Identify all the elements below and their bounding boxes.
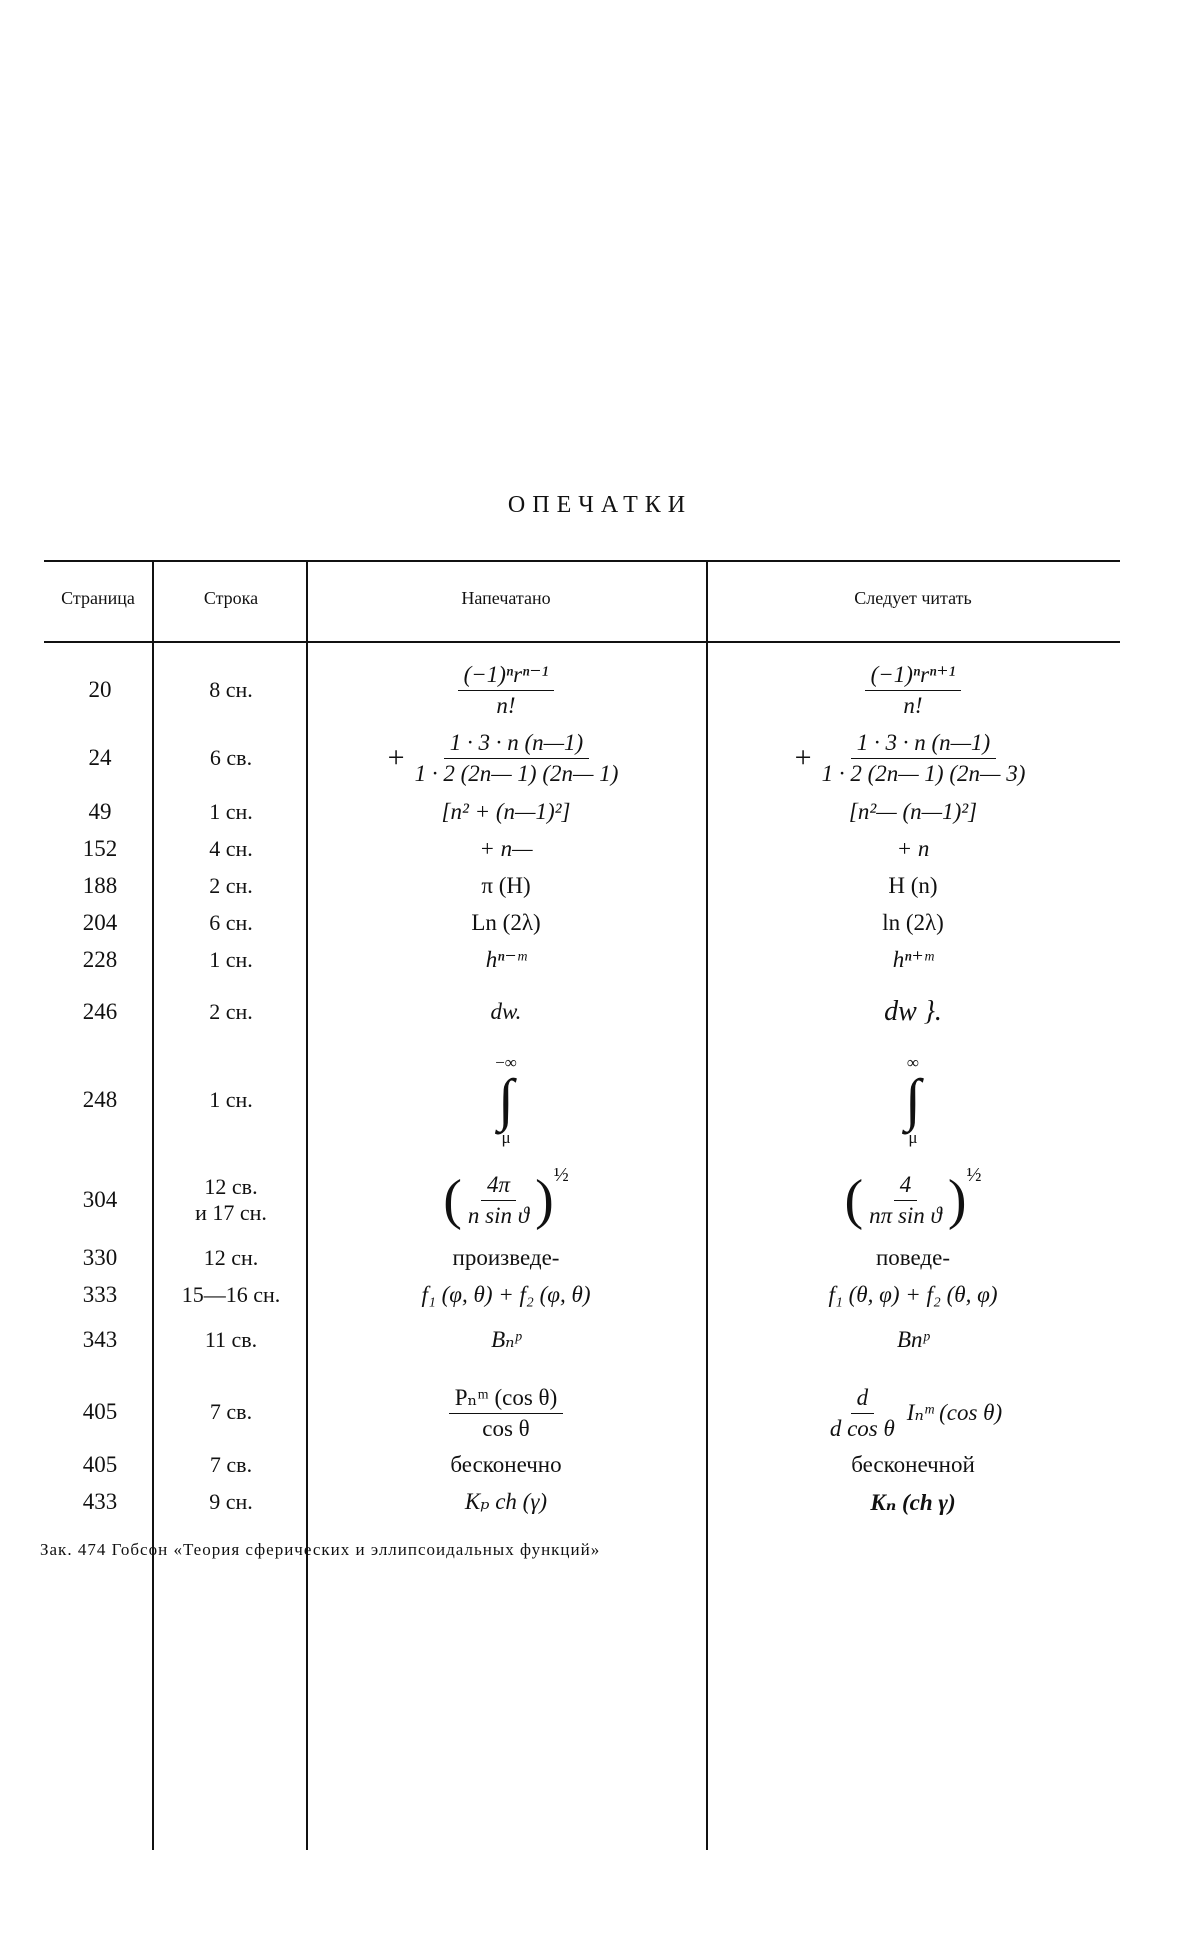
row-line-first: 12 св. — [204, 1173, 258, 1199]
fraction — [816, 730, 1032, 787]
row-printed: Ln (2λ) — [471, 910, 541, 935]
integral-upper-limit: ∞ — [906, 1053, 920, 1072]
row-should-read: hⁿ⁺ᵐ — [892, 947, 934, 972]
row-printed — [306, 660, 706, 720]
integral — [905, 1054, 921, 1146]
row-page: 330 — [82, 1245, 118, 1270]
row-should-read: ln (2λ) — [882, 910, 944, 935]
denominator: d cos θ — [829, 1415, 895, 1441]
row-page: 333 — [82, 1282, 118, 1307]
numerator: d — [851, 1385, 875, 1414]
fraction — [458, 662, 555, 719]
numerator: 1 · 3 · n (n—1) — [851, 730, 997, 759]
row-should-read — [706, 1048, 1120, 1152]
row-printed — [306, 1380, 706, 1446]
fraction — [863, 1172, 948, 1229]
row-line: 15—16 сн. — [181, 1282, 281, 1307]
right-paren-icon: ) — [947, 1169, 967, 1231]
row-line-second: и 17 сн. — [195, 1200, 267, 1225]
row-line: 2 сн. — [209, 999, 253, 1024]
denominator: nπ sin ϑ — [869, 1202, 942, 1228]
row-line: 1 сн. — [209, 1087, 253, 1112]
row-line — [156, 1170, 306, 1230]
row-printed: dw. — [490, 999, 522, 1024]
row-printed: бесконечно — [450, 1452, 562, 1477]
fraction — [409, 730, 625, 787]
integral-lower-limit: μ — [501, 1128, 511, 1147]
row-line: 1 сн. — [209, 799, 253, 824]
exponent: ½ — [966, 1164, 982, 1186]
row-should-read: H (n) — [888, 873, 938, 898]
row-line: 9 сн. — [209, 1489, 253, 1514]
exponent: ½ — [553, 1164, 569, 1186]
row-line: 12 сн. — [203, 1245, 259, 1270]
integral-sign: ∫ — [905, 1067, 921, 1132]
footer-note: Зак. 474 Гобсон «Теория сферических и эллипсоидальных функций» — [40, 1540, 601, 1559]
row-printed: π (H) — [481, 873, 531, 898]
numerator: 1 · 3 · n (n—1) — [444, 730, 590, 759]
header-should-read: Следует читать — [854, 588, 972, 608]
numerator: 4 — [894, 1172, 918, 1201]
table-top-rule — [44, 560, 1120, 562]
row-should-read: + n — [896, 836, 930, 861]
left-paren-icon: ( — [844, 1169, 864, 1231]
header-line: Строка — [203, 588, 259, 608]
row-printed — [306, 1160, 706, 1240]
row-page: 49 — [88, 799, 112, 824]
row-should-read: бесконечной — [851, 1452, 975, 1477]
row-line: 2 сн. — [209, 873, 253, 898]
row-page: 246 — [82, 999, 118, 1024]
row-line: 7 св. — [209, 1399, 253, 1424]
row-printed: hⁿ⁻ᵐ — [485, 947, 527, 972]
row-should-read: [n²— (n—1)²] — [848, 799, 978, 824]
row-should-read: f₁ (θ, φ) + f₂ (θ, φ) — [828, 1282, 998, 1307]
left-paren-icon: ( — [443, 1169, 462, 1231]
row-page: 405 — [82, 1452, 118, 1477]
denominator: 1 · 2 (2n— 1) (2n— 1) — [414, 760, 619, 786]
row-should-read: dw }. — [884, 996, 942, 1027]
integral-sign: ∫ — [498, 1067, 514, 1132]
row-should-read — [706, 660, 1120, 720]
row-page: 188 — [82, 873, 118, 898]
header-printed: Напечатано — [461, 588, 551, 608]
row-printed: Bₙᵖ — [491, 1327, 521, 1352]
integral — [495, 1054, 517, 1146]
denominator: n sin ϑ — [467, 1202, 530, 1228]
row-page: 228 — [82, 947, 118, 972]
table-header-rule — [44, 641, 1120, 643]
row-should-read — [706, 728, 1120, 788]
row-should-read: поведе- — [875, 1245, 950, 1270]
row-should-read — [706, 1160, 1120, 1240]
row-line: 11 св. — [204, 1327, 258, 1352]
row-page: 248 — [82, 1087, 118, 1112]
row-line: 7 св. — [209, 1452, 253, 1477]
row-printed: [n² + (n—1)²] — [441, 799, 571, 824]
fraction — [449, 1385, 563, 1442]
numerator: (−1)ⁿrⁿ⁻¹ — [458, 662, 555, 691]
row-page: 152 — [82, 836, 118, 861]
row-printed: f₁ (φ, θ) + f₂ (φ, θ) — [421, 1282, 591, 1307]
row-line: 4 сн. — [209, 836, 253, 861]
integral-lower-limit: μ — [908, 1128, 918, 1147]
page-title: ОПЕЧАТКИ — [507, 492, 693, 518]
row-line: 6 св. — [209, 745, 253, 770]
denominator: n! — [496, 692, 516, 718]
fraction — [462, 1172, 535, 1229]
fraction — [865, 662, 962, 719]
row-page: 20 — [88, 677, 112, 702]
plus-sign: + — [794, 741, 812, 774]
integral-upper-limit: −∞ — [495, 1053, 517, 1072]
header-page: Страница — [61, 588, 135, 608]
right-paren-icon: ) — [535, 1169, 554, 1231]
row-should-read — [706, 1380, 1120, 1446]
row-line: 6 сн. — [209, 910, 253, 935]
fraction — [824, 1385, 901, 1442]
numerator: 4π — [481, 1172, 516, 1201]
row-should-read: Bnᵖ — [896, 1327, 930, 1352]
denominator: n! — [903, 692, 923, 718]
row-page: 204 — [82, 910, 118, 935]
row-printed — [306, 728, 706, 788]
row-should-read: Kₙ (ch γ) — [870, 1489, 956, 1515]
row-line: 8 сн. — [209, 677, 253, 702]
row-printed: произведе- — [452, 1245, 560, 1270]
row-page: 304 — [82, 1187, 118, 1212]
row-page: 343 — [82, 1327, 118, 1352]
legendre-term: Iₙᵐ (cos θ) — [906, 1400, 1003, 1425]
row-line: 1 сн. — [209, 947, 253, 972]
numerator: Pₙᵐ (cos θ) — [449, 1385, 563, 1414]
denominator: 1 · 2 (2n— 1) (2n— 3) — [821, 760, 1026, 786]
plus-sign: + — [387, 741, 405, 774]
row-page: 433 — [82, 1489, 118, 1514]
row-page: 405 — [82, 1399, 118, 1424]
numerator: (−1)ⁿrⁿ⁺¹ — [865, 662, 962, 691]
denominator: cos θ — [482, 1415, 530, 1441]
row-printed — [306, 1048, 706, 1152]
row-printed: Kₚ ch (γ) — [464, 1489, 548, 1514]
row-printed: + n— — [479, 836, 533, 861]
row-page: 24 — [88, 745, 112, 770]
